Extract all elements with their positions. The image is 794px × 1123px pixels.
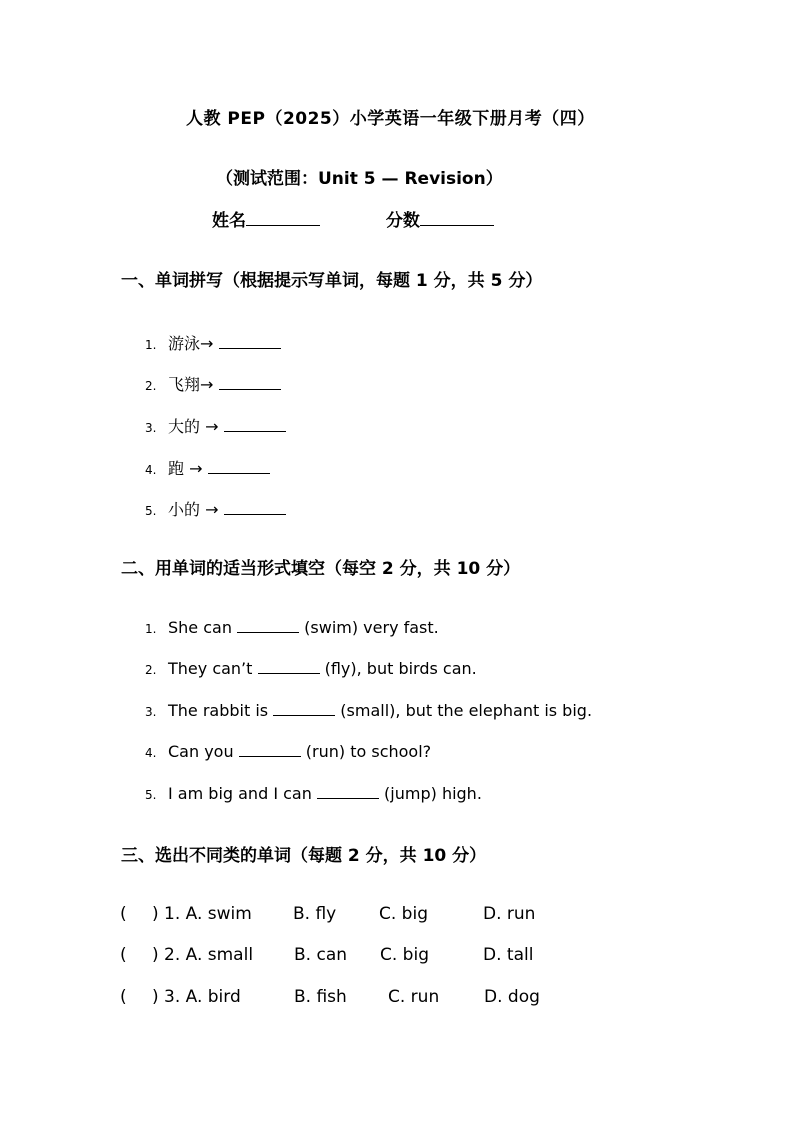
list-item — [145, 414, 286, 437]
item-prompt: 跑 → — [168, 459, 208, 478]
item-number: 3. — [145, 421, 157, 435]
answer-blank[interactable] — [219, 334, 281, 349]
item-number: 4. — [145, 463, 157, 477]
option-c: C. big — [379, 904, 428, 924]
choice-row — [120, 945, 600, 969]
answer-paren-open[interactable]: ( — [120, 945, 127, 965]
sentence-start: I am big and I can — [168, 784, 317, 803]
list-item — [145, 784, 482, 803]
item-number: 3. — [145, 705, 157, 719]
page-title: 人教 PEP（2025）小学英语一年级下册月考（四） — [186, 109, 595, 129]
item-number: 4. — [145, 746, 157, 760]
score-blank[interactable] — [420, 209, 494, 226]
answer-paren-close[interactable]: ) — [152, 987, 159, 1007]
list-item — [145, 701, 592, 720]
answer-blank[interactable] — [224, 500, 286, 515]
answer-paren-close[interactable]: ) — [152, 945, 159, 965]
item-prompt: 飞翔→ — [168, 375, 219, 394]
list-item — [145, 456, 270, 479]
answer-paren-open[interactable]: ( — [120, 904, 127, 924]
option-b: B. can — [294, 945, 348, 965]
section-3-heading: 三、选出不同类的单词（每题 2 分，共 10 分） — [121, 846, 487, 866]
section-2-heading: 二、用单词的适当形式填空（每空 2 分，共 10 分） — [121, 559, 521, 579]
name-score-line — [212, 206, 494, 231]
item-number: 1. — [145, 338, 157, 352]
answer-blank[interactable] — [219, 375, 281, 390]
sentence-start: She can — [168, 618, 238, 637]
test-scope: （测试范围：Unit 5 — Revision） — [216, 169, 503, 189]
answer-paren-open[interactable]: ( — [120, 987, 127, 1007]
item-prompt: 大的 → — [168, 417, 224, 436]
sentence-start: Can you — [168, 742, 239, 761]
sentence-end: (run) to school? — [300, 742, 432, 761]
answer-blank[interactable] — [258, 659, 320, 674]
option-b: B. fly — [293, 904, 337, 924]
option-b: B. fish — [294, 987, 347, 1007]
name-blank[interactable] — [246, 209, 320, 226]
answer-blank[interactable] — [317, 784, 379, 799]
score-label: 分数 — [385, 211, 420, 231]
option-d: D. dog — [484, 987, 540, 1007]
sentence-start: They can’t — [168, 659, 258, 678]
item-prompt: 游泳→ — [168, 334, 219, 353]
list-item — [145, 742, 431, 761]
item-number: 1. — [145, 622, 157, 636]
choice-row — [120, 987, 600, 1011]
option-c: C. big — [380, 945, 429, 965]
answer-blank[interactable] — [208, 459, 270, 474]
list-item — [145, 659, 477, 678]
sentence-start: The rabbit is — [168, 701, 274, 720]
option-d: D. run — [483, 904, 536, 924]
choice-row — [120, 904, 600, 928]
option-c: C. run — [388, 987, 440, 1007]
item-number: 5. — [145, 788, 157, 802]
sentence-end: (small), but the elephant is big. — [335, 701, 593, 720]
item-prompt: 小的 → — [168, 500, 224, 519]
option-a: 1. A. swim — [164, 904, 252, 924]
item-number: 2. — [145, 663, 157, 677]
answer-blank[interactable] — [239, 742, 301, 757]
answer-blank[interactable] — [237, 618, 299, 633]
answer-paren-close[interactable]: ) — [152, 904, 159, 924]
section-1-heading: 一、单词拼写（根据提示写单词，每题 1 分，共 5 分） — [121, 271, 543, 291]
list-item — [145, 497, 286, 520]
answer-blank[interactable] — [273, 701, 335, 716]
option-d: D. tall — [483, 945, 534, 965]
option-a: 2. A. small — [164, 945, 254, 965]
sentence-end: (swim) very fast. — [299, 618, 439, 637]
list-item — [145, 372, 281, 395]
sentence-end: (jump) high. — [378, 784, 482, 803]
name-label: 姓名 — [212, 211, 246, 231]
option-a: 3. A. bird — [164, 987, 241, 1007]
list-item — [145, 331, 281, 354]
item-number: 5. — [145, 504, 157, 518]
list-item — [145, 618, 439, 637]
sentence-end: (fly), but birds can. — [319, 659, 477, 678]
answer-blank[interactable] — [224, 417, 286, 432]
item-number: 2. — [145, 379, 157, 393]
